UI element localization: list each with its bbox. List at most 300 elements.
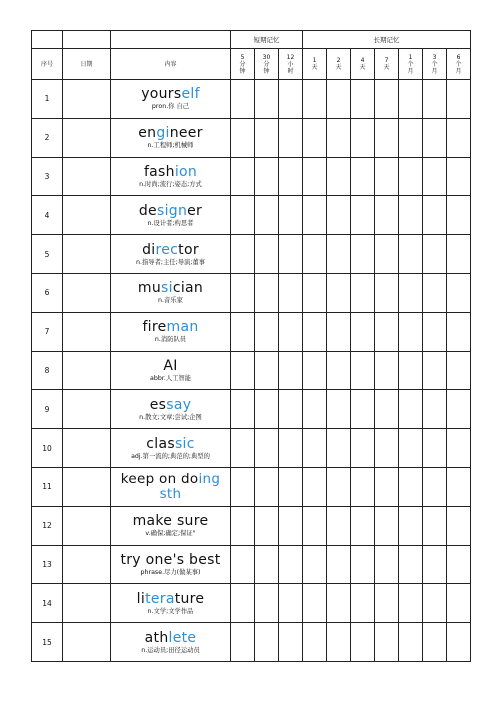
review-check-cell[interactable] <box>231 157 255 196</box>
interval-label: 月 <box>431 67 438 75</box>
review-check-cell[interactable] <box>303 235 327 274</box>
word-highlight: sth <box>159 485 182 502</box>
review-check-cell[interactable] <box>303 584 327 623</box>
interval-label: 2 <box>336 57 341 64</box>
word-definition: n.工程师;机械师 <box>147 142 194 150</box>
review-check-cell[interactable] <box>327 506 351 545</box>
review-check-cell[interactable] <box>255 118 279 157</box>
review-check-cell[interactable] <box>399 390 423 429</box>
content-cell <box>111 390 231 429</box>
review-check-cell[interactable] <box>399 584 423 623</box>
review-check-cell[interactable] <box>447 429 471 468</box>
date-cell[interactable] <box>63 80 111 119</box>
interval-header-6 <box>375 49 399 80</box>
row-number: 6 <box>32 273 63 312</box>
table-row <box>32 80 471 119</box>
word-highlight: ion <box>174 163 198 180</box>
interval-label: 4 <box>360 57 365 64</box>
review-check-cell[interactable] <box>303 506 327 545</box>
date-cell[interactable] <box>63 118 111 157</box>
word-part: try one's best <box>120 551 221 568</box>
review-check-cell[interactable] <box>231 273 255 312</box>
review-check-cell[interactable] <box>231 80 255 119</box>
word-part: de <box>138 202 157 219</box>
vocab-word <box>111 436 230 452</box>
review-check-cell[interactable] <box>423 312 447 351</box>
review-check-cell[interactable] <box>447 235 471 274</box>
review-check-cell[interactable] <box>375 545 399 584</box>
interval-label: 7 <box>384 57 389 64</box>
interval-label: 个 <box>407 60 414 68</box>
review-check-cell[interactable] <box>231 467 255 506</box>
vocab-word <box>111 242 230 258</box>
interval-label: 天 <box>359 64 366 71</box>
word-definition: n.文学;文学作品 <box>147 607 194 615</box>
row-number: 7 <box>32 312 63 351</box>
vocab-word <box>111 86 230 102</box>
word-highlight: gi <box>156 125 170 142</box>
content-cell <box>111 118 231 157</box>
review-check-cell[interactable] <box>327 545 351 584</box>
review-check-cell[interactable] <box>351 623 375 662</box>
vocab-word <box>111 472 230 502</box>
review-check-cell[interactable] <box>375 235 399 274</box>
vocab-word <box>111 630 230 646</box>
review-check-cell[interactable] <box>447 312 471 351</box>
review-check-cell[interactable] <box>351 584 375 623</box>
review-check-cell[interactable] <box>255 80 279 119</box>
word-highlight: lete <box>168 629 197 646</box>
short-term-header: 短期记忆 <box>231 31 303 49</box>
review-check-cell[interactable] <box>303 467 327 506</box>
blank-header-cell <box>111 31 231 49</box>
content-cell <box>111 157 231 196</box>
word-definition: v.确保;确定;保证" <box>145 530 196 538</box>
review-check-cell[interactable] <box>399 80 423 119</box>
review-check-cell[interactable] <box>351 157 375 196</box>
review-check-cell[interactable] <box>447 351 471 390</box>
review-check-cell[interactable] <box>327 623 351 662</box>
word-highlight: sign <box>156 202 188 219</box>
review-check-cell[interactable] <box>375 312 399 351</box>
review-check-cell[interactable] <box>255 467 279 506</box>
review-check-cell[interactable] <box>255 429 279 468</box>
word-definition: n.指导者;主任;导演;董事 <box>135 258 206 266</box>
review-check-cell[interactable] <box>375 429 399 468</box>
table-row <box>32 429 471 468</box>
review-check-cell[interactable] <box>423 429 447 468</box>
review-check-cell[interactable] <box>279 351 303 390</box>
review-check-cell[interactable] <box>279 429 303 468</box>
review-check-cell[interactable] <box>327 80 351 119</box>
review-check-cell[interactable] <box>255 273 279 312</box>
review-check-cell[interactable] <box>375 196 399 235</box>
word-part: fire <box>142 319 167 336</box>
interval-header-3 <box>303 49 327 80</box>
review-check-cell[interactable] <box>327 429 351 468</box>
review-check-cell[interactable] <box>303 312 327 351</box>
word-part: neer <box>169 125 203 142</box>
word-highlight: man <box>166 319 199 336</box>
review-check-cell[interactable] <box>303 118 327 157</box>
vocab-word <box>111 358 230 374</box>
interval-header-2 <box>279 49 303 80</box>
review-check-cell[interactable] <box>231 506 255 545</box>
word-definition: abbr.人工智能 <box>149 374 192 382</box>
review-check-cell[interactable] <box>279 390 303 429</box>
blank-header-cell <box>63 31 111 49</box>
review-check-cell[interactable] <box>399 196 423 235</box>
word-definition: n.消防队员 <box>154 336 187 344</box>
row-number: 5 <box>32 235 63 274</box>
date-cell[interactable] <box>63 429 111 468</box>
review-check-cell[interactable] <box>303 545 327 584</box>
interval-label: 3 <box>432 53 437 61</box>
interval-label: 个 <box>455 60 462 68</box>
review-check-cell[interactable] <box>303 623 327 662</box>
review-check-cell[interactable] <box>255 235 279 274</box>
review-check-cell[interactable] <box>423 623 447 662</box>
table-row <box>32 351 471 390</box>
date-cell[interactable] <box>63 390 111 429</box>
vocab-word <box>111 513 230 529</box>
review-check-cell[interactable] <box>351 273 375 312</box>
review-check-cell[interactable] <box>351 118 375 157</box>
review-check-cell[interactable] <box>423 273 447 312</box>
interval-header-5 <box>351 49 375 80</box>
interval-header-1 <box>255 49 279 80</box>
review-check-cell[interactable] <box>231 545 255 584</box>
review-check-cell[interactable] <box>423 390 447 429</box>
row-number: 8 <box>32 351 63 390</box>
review-check-cell[interactable] <box>327 118 351 157</box>
review-check-cell[interactable] <box>327 196 351 235</box>
word-part: clas <box>146 435 175 452</box>
review-check-cell[interactable] <box>351 467 375 506</box>
review-check-cell[interactable] <box>351 545 375 584</box>
review-check-cell[interactable] <box>279 312 303 351</box>
review-check-cell[interactable] <box>399 235 423 274</box>
review-check-cell[interactable] <box>231 235 255 274</box>
review-check-cell[interactable] <box>375 351 399 390</box>
date-cell[interactable] <box>63 506 111 545</box>
table-row <box>32 506 471 545</box>
review-check-cell[interactable] <box>279 235 303 274</box>
review-check-cell[interactable] <box>375 623 399 662</box>
word-definition: pron.你 自己 <box>151 103 190 111</box>
review-check-cell[interactable] <box>231 429 255 468</box>
table-row <box>32 623 471 662</box>
review-check-cell[interactable] <box>231 118 255 157</box>
date-header: 日期 <box>63 49 111 80</box>
word-part: cian <box>172 280 204 297</box>
review-check-cell[interactable] <box>303 390 327 429</box>
interval-label: 钟 <box>263 67 270 75</box>
review-check-cell[interactable] <box>231 312 255 351</box>
review-check-cell[interactable] <box>255 351 279 390</box>
review-check-cell[interactable] <box>279 196 303 235</box>
interval-label: 天 <box>311 64 318 71</box>
date-cell[interactable] <box>63 196 111 235</box>
review-check-cell[interactable] <box>423 584 447 623</box>
vocab-word <box>111 280 230 296</box>
row-number: 13 <box>32 545 63 584</box>
word-definition: n.运动员;田径运动员 <box>141 646 200 654</box>
review-check-cell[interactable] <box>423 545 447 584</box>
table-row <box>32 196 471 235</box>
review-check-cell[interactable] <box>255 312 279 351</box>
interval-label: 钟 <box>239 67 246 75</box>
review-check-cell[interactable] <box>447 196 471 235</box>
review-check-cell[interactable] <box>447 584 471 623</box>
content-cell <box>111 196 231 235</box>
word-part: tor <box>178 241 199 258</box>
interval-label: 1 <box>312 57 317 64</box>
word-part: fash <box>143 163 175 180</box>
interval-label: 分 <box>239 60 246 68</box>
review-check-cell[interactable] <box>255 623 279 662</box>
row-number: 3 <box>32 157 63 196</box>
interval-label: 12 <box>286 53 295 61</box>
review-check-cell[interactable] <box>327 235 351 274</box>
word-definition: n.时尚;流行;姿态;方式 <box>139 180 202 188</box>
review-check-cell[interactable] <box>399 467 423 506</box>
review-check-cell[interactable] <box>423 196 447 235</box>
review-check-cell[interactable] <box>351 235 375 274</box>
date-cell[interactable] <box>63 545 111 584</box>
review-check-cell[interactable] <box>351 312 375 351</box>
review-check-cell[interactable] <box>423 157 447 196</box>
review-check-cell[interactable] <box>375 118 399 157</box>
review-check-cell[interactable] <box>231 623 255 662</box>
review-check-cell[interactable] <box>399 273 423 312</box>
interval-label: 5 <box>240 53 245 61</box>
review-check-cell[interactable] <box>351 351 375 390</box>
review-check-cell[interactable] <box>303 80 327 119</box>
table-row <box>32 312 471 351</box>
word-part: ture <box>174 590 205 607</box>
word-definition: n.音乐家 <box>158 297 183 305</box>
review-check-cell[interactable] <box>327 351 351 390</box>
review-check-cell[interactable] <box>327 390 351 429</box>
interval-header-9 <box>447 49 471 80</box>
review-check-cell[interactable] <box>231 584 255 623</box>
review-check-cell[interactable] <box>279 623 303 662</box>
review-check-cell[interactable] <box>399 429 423 468</box>
review-check-cell[interactable] <box>303 351 327 390</box>
word-definition: phrase.尽力(做某事) <box>140 568 201 576</box>
review-check-cell[interactable] <box>327 312 351 351</box>
review-check-cell[interactable] <box>231 351 255 390</box>
word-definition: adj.第一流的;典范的;典型的 <box>131 452 210 460</box>
interval-header-8 <box>423 49 447 80</box>
interval-label: 分 <box>263 60 270 68</box>
content-cell <box>111 506 231 545</box>
content-cell <box>111 235 231 274</box>
table-row <box>32 545 471 584</box>
review-check-cell[interactable] <box>423 80 447 119</box>
vocab-word <box>111 319 230 335</box>
review-check-cell[interactable] <box>279 80 303 119</box>
word-highlight: sic <box>174 435 195 452</box>
word-highlight: ing <box>198 470 221 487</box>
review-check-cell[interactable] <box>327 467 351 506</box>
content-cell <box>111 584 231 623</box>
row-number: 15 <box>32 623 63 662</box>
content-cell <box>111 273 231 312</box>
review-check-cell[interactable] <box>375 157 399 196</box>
review-check-cell[interactable] <box>447 545 471 584</box>
review-check-cell[interactable] <box>375 584 399 623</box>
table-row <box>32 235 471 274</box>
content-cell <box>111 545 231 584</box>
interval-label: 月 <box>407 67 414 75</box>
review-check-cell[interactable] <box>375 467 399 506</box>
review-check-cell[interactable] <box>447 390 471 429</box>
review-check-cell[interactable] <box>255 584 279 623</box>
review-check-cell[interactable] <box>279 273 303 312</box>
review-check-cell[interactable] <box>447 467 471 506</box>
review-check-cell[interactable] <box>423 506 447 545</box>
review-table <box>31 30 471 662</box>
review-check-cell[interactable] <box>375 80 399 119</box>
review-check-cell[interactable] <box>399 351 423 390</box>
word-definition: n.设计者;构思者 <box>147 219 194 227</box>
review-check-cell[interactable] <box>375 506 399 545</box>
review-check-cell[interactable] <box>423 235 447 274</box>
review-check-cell[interactable] <box>399 118 423 157</box>
review-check-cell[interactable] <box>255 506 279 545</box>
date-cell[interactable] <box>63 623 111 662</box>
content-cell <box>111 351 231 390</box>
vocab-word <box>111 397 230 413</box>
word-part: keep on do <box>120 470 199 487</box>
blank-header-cell <box>32 31 63 49</box>
word-part: make sure <box>132 513 209 530</box>
review-check-cell[interactable] <box>447 118 471 157</box>
review-check-cell[interactable] <box>447 623 471 662</box>
vocab-word <box>111 552 230 568</box>
review-check-cell[interactable] <box>351 390 375 429</box>
interval-label: 天 <box>335 64 342 71</box>
review-check-cell[interactable] <box>303 273 327 312</box>
review-check-cell[interactable] <box>351 80 375 119</box>
word-highlight: elf <box>181 86 200 103</box>
review-check-cell[interactable] <box>447 506 471 545</box>
word-highlight: si <box>161 280 173 297</box>
vocab-word <box>111 164 230 180</box>
table-row <box>32 584 471 623</box>
table-row <box>32 390 471 429</box>
date-cell[interactable] <box>63 157 111 196</box>
review-check-cell[interactable] <box>399 545 423 584</box>
word-part: yours <box>141 86 182 103</box>
review-check-cell[interactable] <box>423 351 447 390</box>
review-check-cell[interactable] <box>303 157 327 196</box>
review-check-cell[interactable] <box>327 157 351 196</box>
review-check-cell[interactable] <box>279 467 303 506</box>
date-cell[interactable] <box>63 467 111 506</box>
review-check-cell[interactable] <box>399 312 423 351</box>
date-cell[interactable] <box>63 312 111 351</box>
review-check-cell[interactable] <box>303 196 327 235</box>
word-highlight: say <box>166 396 192 413</box>
review-check-cell[interactable] <box>399 157 423 196</box>
row-number: 1 <box>32 80 63 119</box>
interval-label: 30 <box>262 53 271 61</box>
interval-label: 6 <box>456 53 461 61</box>
review-check-cell[interactable] <box>279 545 303 584</box>
row-number: 2 <box>32 118 63 157</box>
review-check-cell[interactable] <box>399 623 423 662</box>
review-check-cell[interactable] <box>303 429 327 468</box>
review-check-cell[interactable] <box>231 390 255 429</box>
review-check-cell[interactable] <box>375 390 399 429</box>
content-cell <box>111 80 231 119</box>
row-number: 10 <box>32 429 63 468</box>
vocab-word <box>111 125 230 141</box>
word-definition: n.散文;文章;尝试;企图 <box>139 413 202 421</box>
word-highlight: tera <box>145 590 175 607</box>
review-check-cell[interactable] <box>351 506 375 545</box>
review-check-cell[interactable] <box>423 118 447 157</box>
row-number: 12 <box>32 506 63 545</box>
review-check-cell[interactable] <box>423 467 447 506</box>
content-cell <box>111 429 231 468</box>
date-cell[interactable] <box>63 273 111 312</box>
content-cell <box>111 623 231 662</box>
word-highlight: rec <box>155 241 179 258</box>
content-cell <box>111 467 231 506</box>
row-number: 14 <box>32 584 63 623</box>
review-check-cell[interactable] <box>231 196 255 235</box>
review-check-cell[interactable] <box>255 157 279 196</box>
row-number: 4 <box>32 196 63 235</box>
review-check-cell[interactable] <box>279 157 303 196</box>
index-header: 序号 <box>32 49 63 80</box>
review-check-cell[interactable] <box>279 118 303 157</box>
review-check-cell[interactable] <box>279 506 303 545</box>
review-check-cell[interactable] <box>447 157 471 196</box>
review-check-cell[interactable] <box>327 273 351 312</box>
word-part: er <box>187 202 203 219</box>
review-check-cell[interactable] <box>279 584 303 623</box>
review-check-cell[interactable] <box>351 196 375 235</box>
interval-label: 个 <box>431 60 438 68</box>
long-term-header: 长期记忆 <box>303 31 471 49</box>
interval-header-7 <box>399 49 423 80</box>
review-check-cell[interactable] <box>351 429 375 468</box>
interval-label: 时 <box>287 67 294 75</box>
review-check-cell[interactable] <box>255 196 279 235</box>
word-part: di <box>142 241 156 258</box>
review-check-cell[interactable] <box>447 80 471 119</box>
review-check-cell[interactable] <box>255 390 279 429</box>
date-cell[interactable] <box>63 584 111 623</box>
date-cell[interactable] <box>63 235 111 274</box>
interval-label: 月 <box>455 67 462 75</box>
word-part: AI <box>163 357 178 374</box>
date-cell[interactable] <box>63 351 111 390</box>
review-check-cell[interactable] <box>255 545 279 584</box>
vocab-word <box>111 591 230 607</box>
interval-label: 1 <box>408 53 413 61</box>
review-check-cell[interactable] <box>399 506 423 545</box>
table-row <box>32 157 471 196</box>
review-check-cell[interactable] <box>447 273 471 312</box>
review-check-cell[interactable] <box>327 584 351 623</box>
review-check-cell[interactable] <box>375 273 399 312</box>
